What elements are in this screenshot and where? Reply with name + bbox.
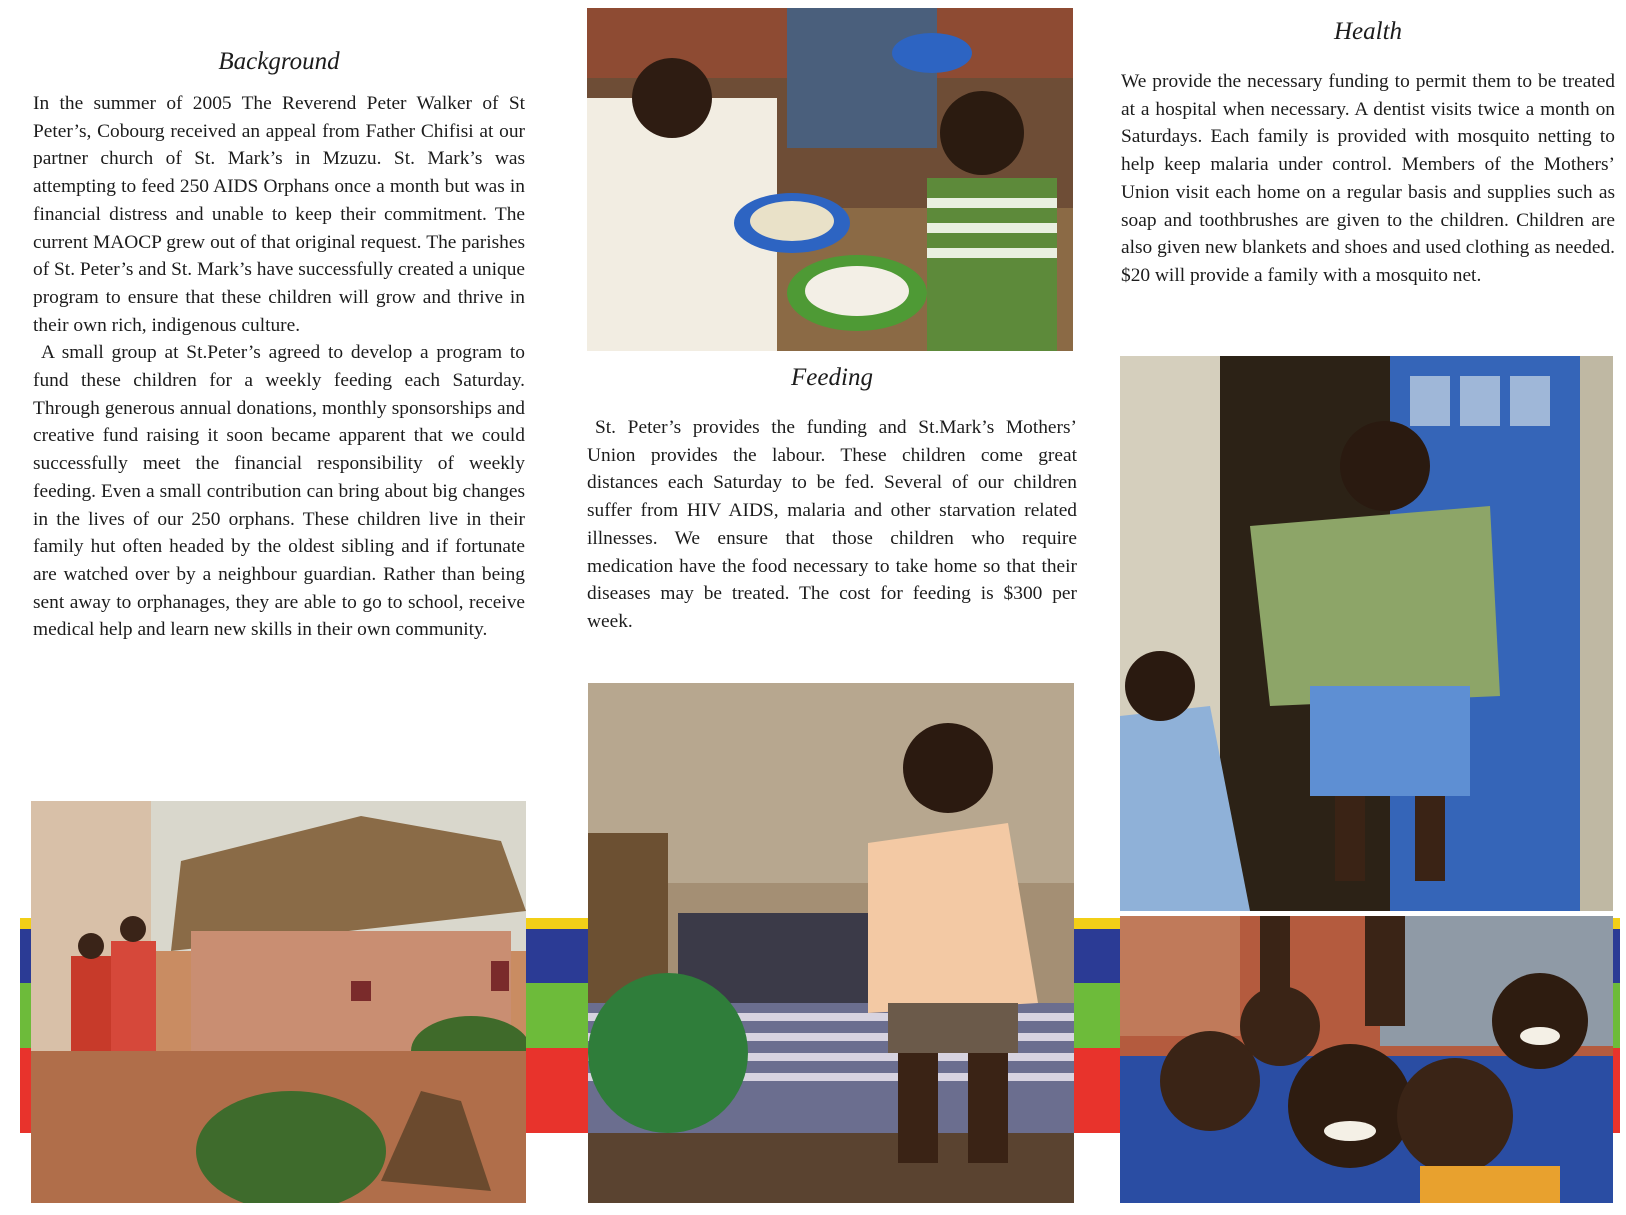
feeding-paragraph: St. Peter’s provides the funding and St.Mark’s Mothers’ Union provides the labour. These children come great distances each Saturday to be fed. Several of our children suffer from HIV AIDS, malaria and other starvation related illnesses. We ensure that those children who require medication have the food necessary to take home so that their diseases may be treated. The cost for feeding is $300 per week. bbox=[587, 417, 1077, 632]
health-section bbox=[1121, 18, 1615, 290]
background-paragraph-2: A small group at St.Peter’s agreed to develop a program to fund these children for a weekly feeding each Saturday. Through generous annual donations, monthly sponsorships and creative fund raising it soon became apparent that we could successfully meet the financial responsibility of weekly feeding. Even a small contribution can bring about big changes in the lives of our 250 orphans. These children live in their family hut often headed by the oldest sibling and if fortunate are watched over by a neighbour guardian. Rather than being sent away to orphanages, they are able to go to school, receive medical help and learn new skills in their own community. bbox=[33, 342, 525, 641]
photo-smiling-children bbox=[1120, 916, 1613, 1203]
feeding-heading: Feeding bbox=[791, 364, 873, 391]
feeding-body bbox=[587, 414, 1077, 636]
background-body bbox=[33, 90, 525, 644]
photo-girl-on-bed bbox=[588, 683, 1074, 1203]
photo-boy-in-doorway bbox=[1120, 356, 1613, 911]
health-body bbox=[1121, 68, 1615, 290]
background-section bbox=[33, 48, 525, 644]
photo-children-eating bbox=[587, 8, 1073, 351]
photo-hut-children bbox=[31, 801, 526, 1203]
background-paragraph-1: In the summer of 2005 The Reverend Peter Walker of St Peter’s, Cobourg received an appeal from Father Chifisi at our partner church of St. Mark’s in Mzuzu. St. Mark’s was attempting to feed 250 AIDS Orphans once a month but was in financial distress and unable to keep their commitment. The current MAOCP grew out of that original request. The parishes of St. Peter’s and St. Mark’s have successfully created a unique program to ensure that these children will grow and thrive in their own rich, indigenous culture. bbox=[33, 93, 525, 336]
feeding-section bbox=[587, 364, 1077, 636]
health-paragraph: We provide the necessary funding to permit them to be treated at a hospital when necessary. A dentist visits twice a month on Saturdays. Each family is provided with mosquito netting to help keep malaria under control. Members of the Mothers’ Union visit each home on a regular basis and supplies such as soap and toothbrushes are given to the children. Children are also given new blankets and shoes and used clothing as needed. $20 will provide a family with a mosquito net. bbox=[1121, 71, 1615, 286]
background-heading: Background bbox=[218, 48, 340, 75]
health-heading: Health bbox=[1333, 18, 1403, 45]
